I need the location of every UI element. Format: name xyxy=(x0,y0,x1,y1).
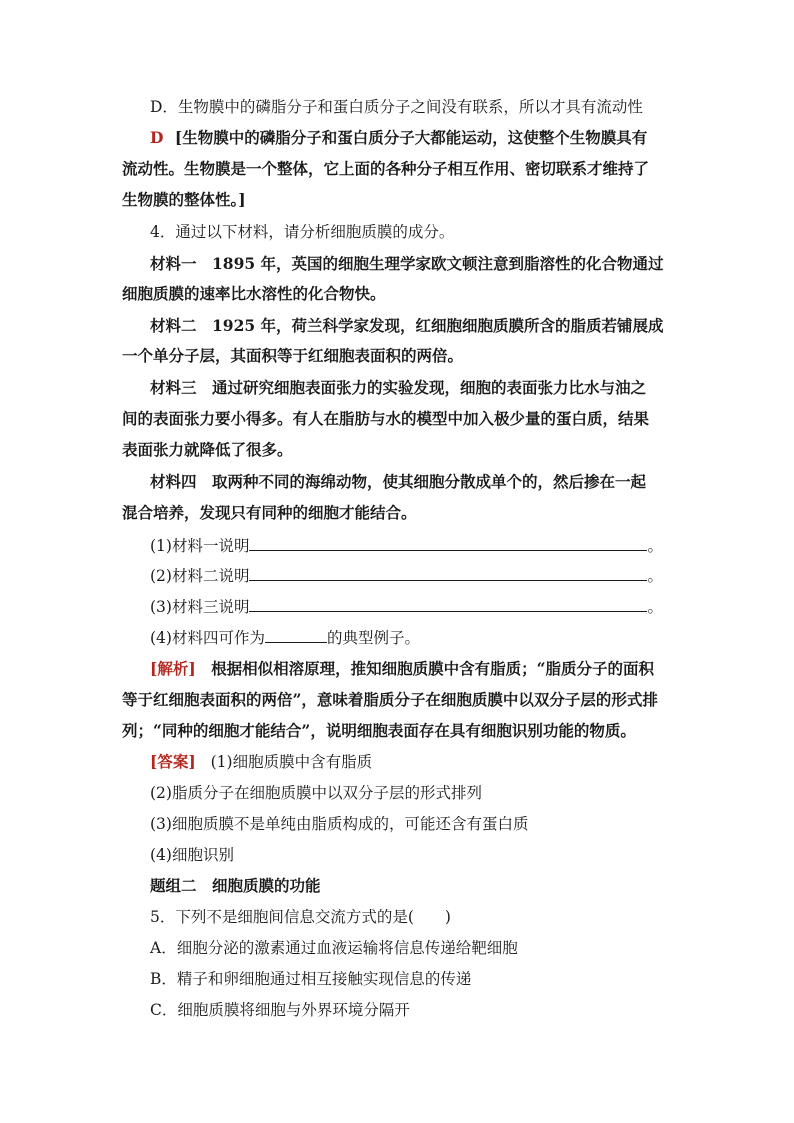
q5-stem: 5．下列不是细胞间信息交流方式的是( ) xyxy=(150,908,451,926)
answer-blank-1[interactable] xyxy=(249,535,647,551)
q5-option-b: B．精子和卵细胞通过相互接触实现信息的传递 xyxy=(150,970,472,988)
group-2-title: 题组二 细胞质膜的功能 xyxy=(150,876,321,895)
answer-blank-4[interactable] xyxy=(265,627,327,643)
sub-question-2 xyxy=(150,565,663,586)
sub-question-2-label: (2)材料二说明 xyxy=(150,567,250,585)
material-3-line-3: 表面张力就降低了很多。 xyxy=(122,440,293,459)
q3-answer-letter: D xyxy=(150,128,164,147)
sub-question-3-label: (3)材料三说明 xyxy=(150,598,250,616)
q4-stem: 4．通过以下材料，请分析细胞质膜的成分。 xyxy=(150,223,455,241)
answer-blank-3[interactable] xyxy=(249,596,647,612)
answer-line-3: (3)细胞质膜不是单纯由脂质构成的，可能还含有蛋白质 xyxy=(150,815,529,833)
sub-question-4 xyxy=(150,627,420,648)
q3-explanation-line-1 xyxy=(150,128,647,148)
answer-line-1 xyxy=(150,752,372,772)
analysis-text-1: 根据相似相溶原理，推知细胞质膜中含有脂质；“脂质分子的面积 xyxy=(211,659,654,678)
material-4-line-1: 材料四 取两种不同的海绵动物，使其细胞分散成单个的，然后掺在一起 xyxy=(150,472,647,491)
material-2-line-1: 材料二 1925 年，荷兰科学家发现，红细胞细胞质膜所含的脂质若铺展成 xyxy=(150,316,664,335)
sub-question-4-suffix: 的典型例子。 xyxy=(326,629,420,647)
q3-explanation-text-1: [生物膜中的磷脂分子和蛋白质分子大都能运动，这使整个生物膜具有 xyxy=(174,128,648,147)
material-1-line-2: 细胞质膜的速率比水溶性的化合物快。 xyxy=(122,284,386,303)
material-1-line-1: 材料一 1895 年，英国的细胞生理学家欧文顿注意到脂溶性的化合物通过 xyxy=(150,254,664,273)
sub-question-3 xyxy=(150,596,663,617)
material-3-line-1: 材料三 通过研究细胞表面张力的实验发现，细胞的表面张力比水与油之 xyxy=(150,378,647,397)
sub-question-4-label: (4)材料四可作为 xyxy=(150,629,265,647)
q3-explanation-line-2: 流动性。生物膜是一个整体，它上面的各种分子相互作用、密切联系才维持了 xyxy=(122,159,650,178)
answer-blank-2[interactable] xyxy=(249,565,647,581)
answer-line-4: (4)细胞识别 xyxy=(150,846,234,864)
sub-question-2-end: 。 xyxy=(647,567,663,585)
material-3-line-2: 间的表面张力要小得多。有人在脂肪与水的模型中加入极少量的蛋白质，结果 xyxy=(122,409,650,428)
answer-text-1: (1)细胞质膜中含有脂质 xyxy=(210,753,373,771)
sub-question-1 xyxy=(150,535,663,556)
analysis-line-3: 列；“同种的细胞才能结合”，说明细胞表面存在具有细胞识别功能的物质。 xyxy=(122,721,636,740)
sub-question-3-end: 。 xyxy=(647,598,663,616)
q5-option-c: C．细胞质膜将细胞与外界环境分隔开 xyxy=(150,1001,410,1019)
answer-line-2: (2)脂质分子在细胞质膜中以双分子层的形式排列 xyxy=(150,784,482,802)
sub-question-1-end: 。 xyxy=(647,537,663,555)
answer-tag: [答案] xyxy=(150,752,196,771)
q5-option-a: A．细胞分泌的激素通过血液运输将信息传递给靶细胞 xyxy=(150,939,518,957)
material-4-line-2: 混合培养，发现只有同种的细胞才能结合。 xyxy=(122,503,417,522)
material-2-line-2: 一个单分子层，其面积等于红细胞表面积的两倍。 xyxy=(122,346,464,365)
analysis-line-1 xyxy=(150,659,654,679)
q3-explanation-line-3: 生物膜的整体性。] xyxy=(122,190,246,209)
sub-question-1-label: (1)材料一说明 xyxy=(150,537,250,555)
analysis-tag: [解析] xyxy=(150,659,196,678)
analysis-line-2: 等于红细胞表面积的两倍”，意味着脂质分子在细胞质膜中以双分子层的形式排 xyxy=(122,690,658,709)
q3-option-d: D．生物膜中的磷脂分子和蛋白质分子之间没有联系，所以才具有流动性 xyxy=(150,98,643,116)
